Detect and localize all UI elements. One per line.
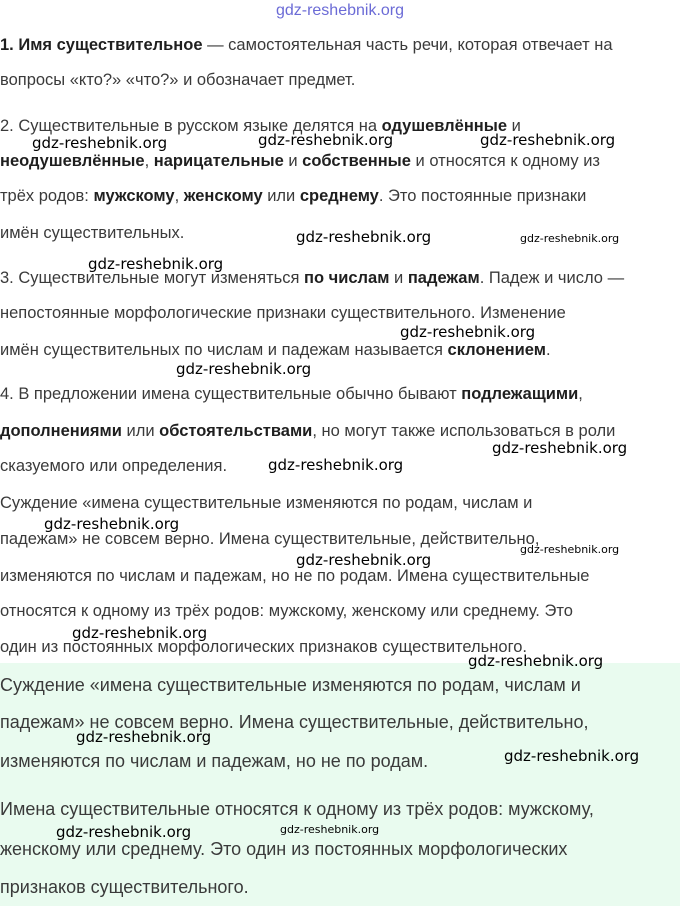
watermark-text: gdz-reshebnik.org [176,360,312,378]
paragraph-1-line [0,35,676,55]
text-run: вопросы «кто?» «что?» и обозначает предмет. [0,71,356,89]
text-run: сказуемого или определения. [0,457,228,475]
answer-line: падежам» не совсем верно. Имена существительные, действительно, [0,712,589,732]
text-run: , [144,152,154,170]
paragraph-5-line [0,566,676,586]
watermark-text: gdz-reshebnik.org [520,543,620,556]
paragraph-3-line [0,340,676,360]
watermark-text: gdz-reshebnik.org [44,515,180,533]
text-run: — самостоятельная часть речи, которая отвечает на [202,36,613,54]
text-run: , но могут также использоваться в роли [312,422,616,440]
bold-term: обстоятельствами [159,422,313,440]
bold-term: среднему [299,187,379,205]
text-run: падежам» не совсем верно. Имена существительные, действительно, [0,530,540,548]
text-run: и [389,269,408,287]
text-run: имён существительных. [0,224,185,242]
bold-term: женскому [183,187,263,205]
paragraph-5-line [0,601,676,621]
bold-term: собственные [302,152,411,170]
text-run: 4. В предложении имена существительные обычно бывают [0,385,462,403]
text-run: и [507,117,521,135]
watermark-text: gdz-reshebnik.org [468,652,604,670]
paragraph-4-line [0,421,676,441]
text-run: или [262,187,300,205]
text-run: , [174,187,184,205]
text-run: и [283,152,303,170]
watermark-text: gdz-reshebnik.org [296,228,432,246]
watermark-text: gdz-reshebnik.org [76,728,212,746]
text-run: . Падеж и число — [479,269,625,287]
text-run: и относятся к одному из [410,152,601,170]
text-run: . [545,341,551,359]
watermark-text: gdz-reshebnik.org [258,131,394,149]
watermark-text: gdz-reshebnik.org [400,323,536,341]
text-run: Суждение «имена существительные изменяются по родам, числам и [0,494,533,512]
watermark-text: gdz-reshebnik.org [268,456,404,474]
text-run: , [578,385,583,403]
watermark-text: gdz-reshebnik.org [480,131,616,149]
watermark-text: gdz-reshebnik.org [504,747,640,765]
answer-highlight-box [0,663,680,906]
paragraph-2-line [0,186,676,206]
watermark-text: gdz-reshebnik.org [492,439,628,457]
watermark-text: gdz-reshebnik.org [72,624,208,642]
bold-term: подлежащими [461,385,579,403]
paragraph-2-line [0,151,676,171]
text-run: или [121,422,160,440]
text-run: изменяются по числам и падежам, но не по родам. Имена существительные [0,567,590,585]
text-run: . Это постоянные признаки [378,187,587,205]
header-watermark: gdz-reshebnik.org [275,2,405,19]
bold-term: дополнениями [0,422,122,440]
text-run: 2. Существительные в русском языке делятся на [0,117,382,135]
answer-line: изменяются по числам и падежам, но не по родам. [0,751,429,771]
answer-line: Имена существительные относятся к одному из трёх родов: мужскому, [0,799,594,819]
watermark-text: gdz-reshebnik.org [56,823,192,841]
paragraph-1-line [0,70,676,90]
bold-term: мужскому [93,187,175,205]
bold-term: нарицательные [153,152,284,170]
bold-term: склонением [447,341,546,359]
watermark-text: gdz-reshebnik.org [520,232,620,245]
bold-term: неодушевлённые [0,152,145,170]
answer-line: признаков существительного. [0,877,249,897]
text-run: относятся к одному из трёх родов: мужскому, женскому или среднему. Это [0,602,573,620]
bold-term: по числам [304,269,390,287]
text-run: один из постоянных морфологических признаков существительного. [0,638,527,656]
paragraph-4-line [0,384,676,404]
paragraph-5-line [0,493,676,513]
answer-line: Суждение «имена существительные изменяются по родам, числам и [0,675,581,695]
text-run: трёх родов: [0,187,94,205]
text-run: непостоянные морфологические признаки существительного. Изменение [0,304,566,322]
watermark-text: gdz-reshebnik.org [32,134,168,152]
paragraph-3-line [0,303,676,323]
bold-term: 1. Имя существительное [0,36,203,54]
watermark-text: gdz-reshebnik.org [296,551,432,569]
answer-line: женскому или среднему. Это один из постоянных морфологических [0,839,568,859]
bold-term: падежам [407,269,480,287]
bold-term: одушевлённые [381,117,508,135]
watermark-text: gdz-reshebnik.org [280,823,380,836]
text-run: имён существительных по числам и падежам называется [0,341,448,359]
watermark-text: gdz-reshebnik.org [88,255,224,273]
text-run: 3. Существительные могут изменяться [0,269,305,287]
